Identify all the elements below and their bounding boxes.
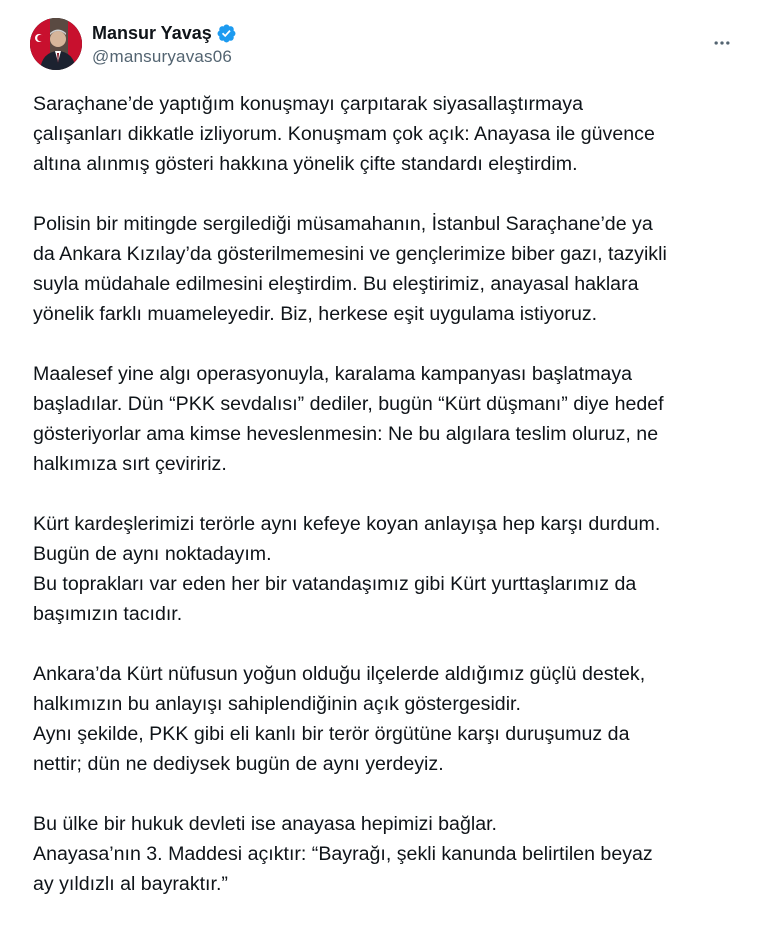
text-line: başladılar. Dün “PKK sevdalısı” dediler, bugün “Kürt düşmanı” diye hedef bbox=[33, 393, 664, 415]
text-line: halkımızın bu anlayışı sahiplendiğinin açık göstergesidir. bbox=[33, 693, 521, 715]
text-line: Bu ülke bir hukuk devleti ise anayasa hepimizi bağlar. bbox=[33, 813, 497, 835]
text-line: Bugün de aynı noktadayım. bbox=[33, 543, 272, 565]
text-line: Aynı şekilde, PKK gibi eli kanlı bir terör örgütüne karşı duruşumuz da bbox=[33, 723, 630, 745]
tweet-paragraph bbox=[33, 359, 753, 479]
tweet-paragraph bbox=[33, 209, 753, 329]
tweet-header bbox=[30, 16, 749, 72]
more-icon[interactable] bbox=[705, 26, 739, 60]
tweet-text bbox=[33, 89, 753, 929]
text-line: çalışanları dikkatle izliyorum. Konuşmam çok açık: Anayasa ile güvence bbox=[33, 123, 655, 145]
text-line: nettir; dün ne dediysek bugün de aynı yerdeyiz. bbox=[33, 753, 444, 775]
text-line: gösteriyorlar ama kimse heveslenmesin: Ne bu algılara teslim oluruz, ne bbox=[33, 423, 659, 445]
text-line: Polisin bir mitingde sergilediği müsamahanın, İstanbul Saraçhane’de ya bbox=[33, 213, 653, 235]
text-line: suyla müdahale edilmesini eleştirdim. Bu eleştirimiz, anayasal haklara bbox=[33, 273, 639, 295]
tweet-paragraph bbox=[33, 809, 753, 899]
text-line: Ankara’da Kürt nüfusun yoğun olduğu ilçelerde aldığımız güçlü destek, bbox=[33, 663, 646, 685]
text-line: Maalesef yine algı operasyonuyla, karalama kampanyası başlatmaya bbox=[33, 363, 633, 385]
text-line: ay yıldızlı al bayraktır.” bbox=[33, 873, 228, 895]
name-row bbox=[92, 21, 237, 45]
text-line: altına alınmış gösteri hakkına yönelik çifte standardı eleştirdim. bbox=[33, 153, 578, 175]
author-display-name[interactable]: Mansur Yavaş bbox=[92, 22, 212, 43]
text-line: Kürt kardeşlerimizi terörle aynı kefeye koyan anlayışa hep karşı durdum. bbox=[33, 513, 661, 535]
text-line: Saraçhane’de yaptığım konuşmayı çarpıtarak siyasallaştırmaya bbox=[33, 93, 583, 115]
author-handle[interactable]: @mansuryavas06 bbox=[92, 47, 233, 66]
author-identity bbox=[92, 21, 237, 67]
tweet-paragraph bbox=[33, 659, 753, 779]
text-line: yönelik farklı muameleyedir. Biz, herkese eşit uygulama istiyoruz. bbox=[33, 303, 598, 325]
text-line: halkımıza sırt çeviririz. bbox=[33, 453, 227, 475]
text-line: da Ankara Kızılay’da gösterilmemesini ve gençlerimize biber gazı, tazyikli bbox=[33, 243, 667, 265]
text-line: başımızın tacıdır. bbox=[33, 603, 183, 625]
text-line: Bu toprakları var eden her bir vatandaşımız gibi Kürt yurttaşlarımız da bbox=[33, 573, 637, 595]
tweet-paragraph bbox=[33, 89, 753, 179]
verified-badge-icon[interactable] bbox=[216, 23, 237, 44]
tweet-paragraph bbox=[33, 509, 753, 629]
avatar-image bbox=[30, 18, 82, 70]
text-line: Anayasa’nın 3. Maddesi açıktır: “Bayrağı, şekli kanunda belirtilen beyaz bbox=[33, 843, 653, 865]
avatar[interactable] bbox=[30, 18, 82, 70]
